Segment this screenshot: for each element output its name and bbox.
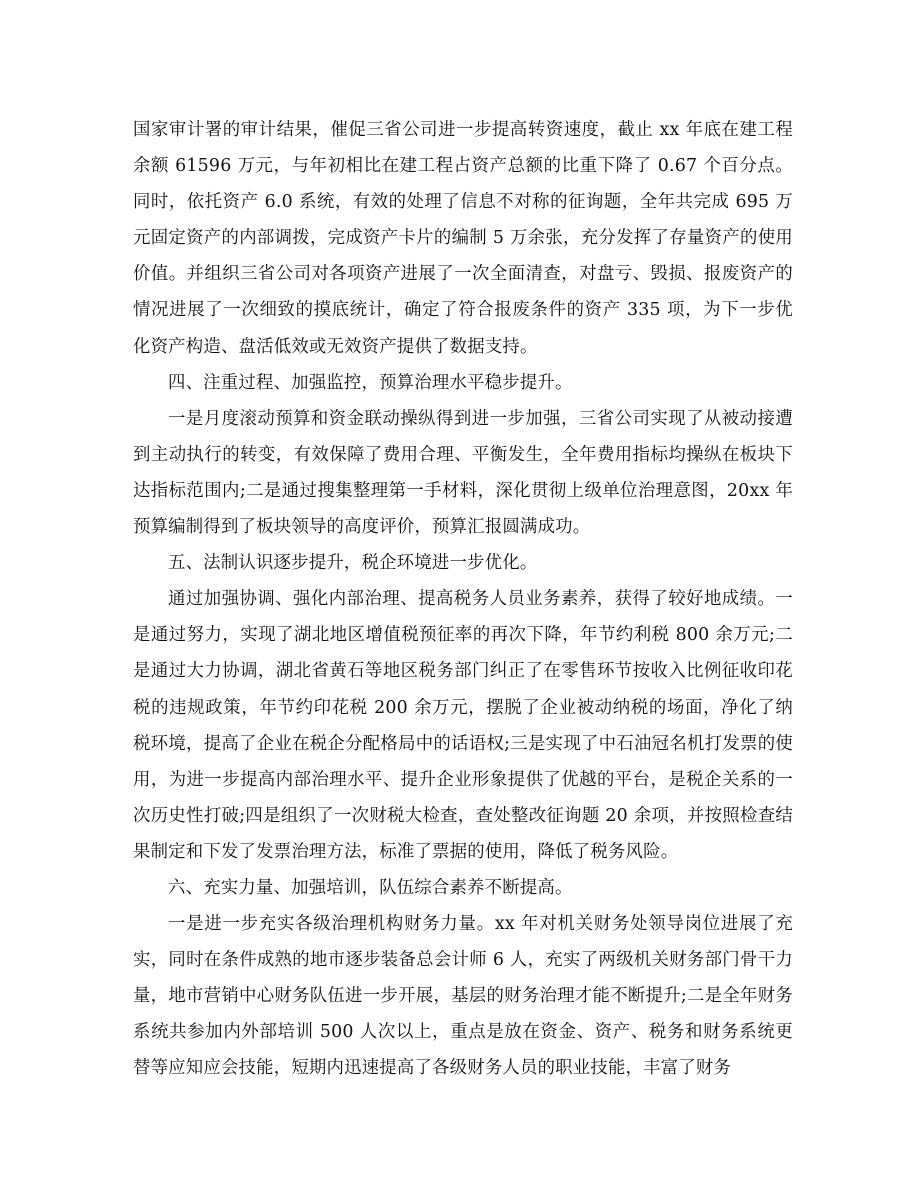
paragraph-asset-transfer: 国家审计署的审计结果，催促三省公司进一步提高转资速度，截止 xx 年底在建工程余额 61596 万元，与年初相比在建工程占资产总额的比重下降了 0.67 个百分点。同时，依托资产 6.0 系统，有效的处理了信息不对称的征询题，全年共完成 695 万元固定资产的内部调拨，完成资产卡片的编制 5 万余张，充分发挥了存量资产的使用价值。并组织三省公司对各项资产进展了一次全面清查，对盘亏、毁损、报废资产的情况进展了一次细致的摸底统计，确定了符合报废条件的资产 335 项，为下一步优化资产构造、盘活低效或无效资产提供了数据支持。 [133,120,793,357]
section-heading-tax: 五、法制认识逐步提升，税企环境进一步优化。 [168,553,538,574]
paragraph-budget: 一是月度滚动预算和资金联动操纵得到进一步加强，三省公司实现了从被动接遭到主动执行的转变，有效保障了费用合理、平衡发生，全年费用指标均操纵在板块下达指标范围内;二是通过搜集整理第一手材料，深化贯彻上级单位治理意图，20xx 年预算编制得到了板块领导的高度评价，预算汇报圆满成功。 [133,408,793,538]
section-heading-budget: 四、注重过程、加强监控，预算治理水平稳步提升。 [168,372,573,393]
section-heading-training: 六、充实力量、加强培训，队伍综合素养不断提高。 [168,877,573,898]
document-body [133,112,793,1087]
paragraph-tax: 通过加强协调、强化内部治理、提高税务人员业务素养，获得了较好地成绩。一是通过努力，实现了湖北地区增值税预征率的再次下降，年节约利税 800 余万元;二是通过大力协调，湖北省黄石等地区税务部门纠正了在零售环节按收入比例征收印花税的违规政策，年节约印花税 200 余万元，摆脱了企业被动纳税的场面，净化了纳税环境，提高了企业在税企分配格局中的话语权;三是实现了中石油冠名机打发票的使用，为进一步提高内部治理水平、提升企业形象提供了优越的平台，是税企关系的一次历史性打破;四是组织了一次财税大检查，查处整改征询题 20 余项，并按照检查结果制定和下发了发票治理方法，标准了票据的使用，降低了税务风险。 [133,589,793,862]
paragraph-training: 一是进一步充实各级治理机构财务力量。xx 年对机关财务处领导岗位进展了充实，同时在条件成熟的地市逐步装备总会计师 6 人，充实了两级机关财务部门骨干力量，地市营销中心财务队伍进一步开展，基层的财务治理才能不断提升;二是全年财务系统共参加内外部培训 500 人次以上，重点是放在资金、资产、税务和财务系统更替等应知应会技能，短期内迅速提高了各级财务人员的职业技能，丰富了财务 [133,914,793,1079]
